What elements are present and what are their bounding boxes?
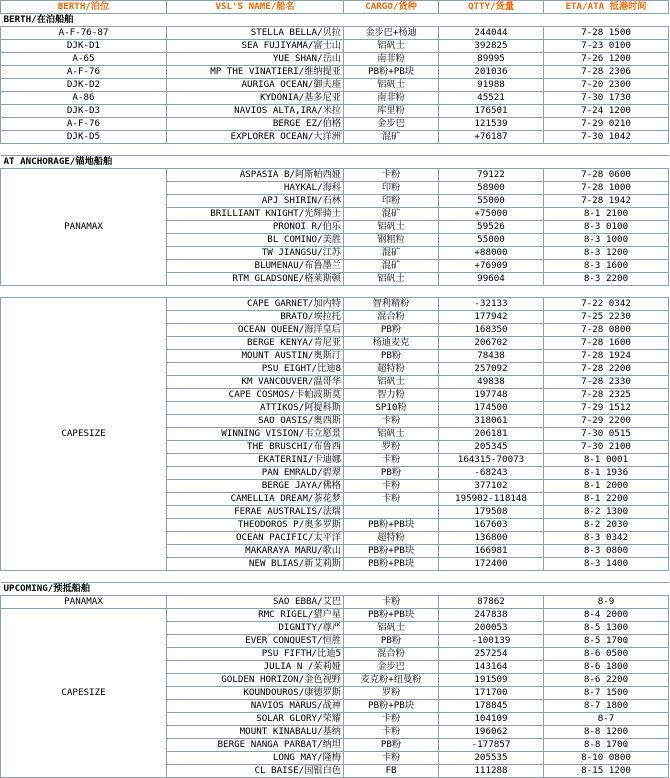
vessel-class-cell: PANAMAX bbox=[1, 596, 167, 609]
eta-cell: 7-25 2230 bbox=[544, 311, 669, 324]
quantity-cell: 201036 bbox=[439, 66, 544, 79]
table-row bbox=[1, 118, 669, 131]
vessel-name-cell: PSU FIFTH/比迪5 bbox=[167, 648, 344, 661]
quantity-cell: 164315-70073 bbox=[439, 454, 544, 467]
quantity-cell: 206181 bbox=[439, 428, 544, 441]
eta-cell: 8-5 1700 bbox=[544, 635, 669, 648]
eta-cell: 7-28 1942 bbox=[544, 195, 669, 208]
quantity-cell: 206702 bbox=[439, 337, 544, 350]
eta-cell: 7-28 1000 bbox=[544, 182, 669, 195]
header-cargo: CARGO/货种 bbox=[344, 1, 439, 14]
cargo-cell: FB bbox=[344, 765, 439, 778]
berth-cell: A-F-76 bbox=[1, 66, 167, 79]
vessel-name-cell: KYDONIA/基多尼亚 bbox=[167, 92, 344, 105]
vessel-name-cell: NAVIOS ALTA,IRA/米拉 bbox=[167, 105, 344, 118]
cargo-cell: PB粉 bbox=[344, 350, 439, 363]
vessel-name-cell: MAKARAYA MARU/歌山 bbox=[167, 545, 344, 558]
cargo-cell: PB粉 bbox=[344, 324, 439, 337]
cargo-cell: 卡粉 bbox=[344, 726, 439, 739]
vessel-name-cell: PAN EMRALD/碧翠 bbox=[167, 467, 344, 480]
table-row bbox=[1, 105, 669, 118]
quantity-cell: 91988 bbox=[439, 79, 544, 92]
quantity-cell: 197748 bbox=[439, 389, 544, 402]
eta-cell: 8-3 1600 bbox=[544, 260, 669, 273]
quantity-cell: 89995 bbox=[439, 53, 544, 66]
cargo-cell: 罗粉 bbox=[344, 687, 439, 700]
eta-cell: 7-20 2300 bbox=[544, 79, 669, 92]
eta-cell: 7-28 1600 bbox=[544, 337, 669, 350]
quantity-cell: 121539 bbox=[439, 118, 544, 131]
cargo-cell: 铝矾土 bbox=[344, 40, 439, 53]
quantity-cell: 99604 bbox=[439, 273, 544, 286]
cargo-cell: PB粉 bbox=[344, 467, 439, 480]
section-title-row bbox=[1, 14, 669, 27]
cargo-cell: 铝矾土 bbox=[344, 622, 439, 635]
vessel-name-cell: RTM GLADSONE/格莱斯顿 bbox=[167, 273, 344, 286]
eta-cell: 8-7 bbox=[544, 713, 669, 726]
cargo-cell: 金步巴 bbox=[344, 661, 439, 674]
quantity-cell: 244044 bbox=[439, 27, 544, 40]
quantity-cell: 257254 bbox=[439, 648, 544, 661]
eta-cell: 7-22 0342 bbox=[544, 298, 669, 311]
vessel-name-cell: EVER CONQUEST/恒胜 bbox=[167, 635, 344, 648]
cargo-cell: PB粉+PB块 bbox=[344, 545, 439, 558]
cargo-cell: PB粉+PB块 bbox=[344, 700, 439, 713]
eta-cell: 8-1 2100 bbox=[544, 208, 669, 221]
cargo-cell: PB粉+PB块 bbox=[344, 558, 439, 571]
spacer-row bbox=[1, 571, 669, 583]
quantity-cell: 45521 bbox=[439, 92, 544, 105]
quantity-cell: -177857 bbox=[439, 739, 544, 752]
section-title: BERTH/在泊船舶 bbox=[1, 14, 669, 27]
eta-cell: 8-8 1200 bbox=[544, 726, 669, 739]
vessel-name-cell: CAMELLIA DREAM/茶花梦 bbox=[167, 493, 344, 506]
eta-cell: 8-3 1400 bbox=[544, 558, 669, 571]
cargo-cell: 印粉 bbox=[344, 195, 439, 208]
cargo-cell: 混矿 bbox=[344, 247, 439, 260]
eta-cell: 7-30 2100 bbox=[544, 441, 669, 454]
quantity-cell: 195902-118148 bbox=[439, 493, 544, 506]
quantity-cell: 55000 bbox=[439, 234, 544, 247]
table-row bbox=[1, 92, 669, 105]
vessel-name-cell: EXPLORER OCEAN/大洋洲 bbox=[167, 131, 344, 144]
eta-cell: 8-2 1300 bbox=[544, 506, 669, 519]
berth-cell: DJK-D1 bbox=[1, 40, 167, 53]
cargo-cell: 金步巴+杨迪 bbox=[344, 27, 439, 40]
cargo-cell: PB粉+PB块 bbox=[344, 519, 439, 532]
vessel-name-cell: NAVIOS MARUS/战神 bbox=[167, 700, 344, 713]
vessel-name-cell: YUE SHAN/岳山 bbox=[167, 53, 344, 66]
eta-cell: 8-9 bbox=[544, 596, 669, 609]
quantity-cell: 174500 bbox=[439, 402, 544, 415]
vessel-name-cell: TW JIANGSU/江苏 bbox=[167, 247, 344, 260]
berth-cell: A-86 bbox=[1, 92, 167, 105]
eta-cell: 8-4 2000 bbox=[544, 609, 669, 622]
vessel-name-cell: CAPE COSMOS/卡帕波斯莫 bbox=[167, 389, 344, 402]
eta-cell: 7-28 2325 bbox=[544, 389, 669, 402]
berth-cell: DJK-D5 bbox=[1, 131, 167, 144]
eta-cell: 7-28 1500 bbox=[544, 27, 669, 40]
quantity-cell: 104109 bbox=[439, 713, 544, 726]
header-row bbox=[1, 1, 669, 14]
berth-cell: A-F-76 bbox=[1, 118, 167, 131]
cargo-cell: 智力粉 bbox=[344, 389, 439, 402]
eta-cell: 8-15 1200 bbox=[544, 765, 669, 778]
eta-cell: 7-28 2330 bbox=[544, 376, 669, 389]
quantity-cell: 318061 bbox=[439, 415, 544, 428]
quantity-cell: 178845 bbox=[439, 700, 544, 713]
quantity-cell: -32133 bbox=[439, 298, 544, 311]
header-berth: BERTH/泊位 bbox=[1, 1, 167, 14]
cargo-cell: 卡粉 bbox=[344, 752, 439, 765]
quantity-cell: +88000 bbox=[439, 247, 544, 260]
cargo-cell: 卡粉 bbox=[344, 713, 439, 726]
cargo-cell: 卡粉 bbox=[344, 480, 439, 493]
cargo-cell: 智利精粉 bbox=[344, 298, 439, 311]
vessel-name-cell: PSU EIGHT/比迪8 bbox=[167, 363, 344, 376]
quantity-cell: 205535 bbox=[439, 752, 544, 765]
quantity-cell: 171700 bbox=[439, 687, 544, 700]
vessel-name-cell: WINNING VISION/韦立愿景 bbox=[167, 428, 344, 441]
eta-cell: 8-5 1300 bbox=[544, 622, 669, 635]
section-title-row bbox=[1, 583, 669, 596]
cargo-cell: 麦克粉+纽曼粉 bbox=[344, 674, 439, 687]
vessel-name-cell: PRONOI R/伯乐 bbox=[167, 221, 344, 234]
vessel-name-cell: JULIA N /茱莉娅 bbox=[167, 661, 344, 674]
eta-cell: 7-28 2306 bbox=[544, 66, 669, 79]
quantity-cell: 49838 bbox=[439, 376, 544, 389]
eta-cell: 8-3 0342 bbox=[544, 532, 669, 545]
eta-cell: 8-7 1800 bbox=[544, 700, 669, 713]
vessel-name-cell: THEODOROS P/奥多罗斯 bbox=[167, 519, 344, 532]
vessel-name-cell: EKATERINI/卡迪娜 bbox=[167, 454, 344, 467]
eta-cell: 8-1 1936 bbox=[544, 467, 669, 480]
eta-cell: 7-23 0100 bbox=[544, 40, 669, 53]
eta-cell: 8-1 2200 bbox=[544, 493, 669, 506]
eta-cell: 8-6 2200 bbox=[544, 674, 669, 687]
vessel-name-cell: BERGE JAYA/佛格 bbox=[167, 480, 344, 493]
table-row bbox=[1, 131, 669, 144]
table-row bbox=[1, 596, 669, 609]
vessel-name-cell: BERGE NANGA PARBAT/纳坦 bbox=[167, 739, 344, 752]
spacer-cell bbox=[1, 571, 669, 583]
vessel-class-cell: CAPESIZE bbox=[1, 298, 167, 571]
quantity-cell: +76187 bbox=[439, 131, 544, 144]
cargo-cell: 金步巴 bbox=[344, 118, 439, 131]
cargo-cell: 罗粉 bbox=[344, 441, 439, 454]
table-row bbox=[1, 169, 669, 182]
quantity-cell: 111288 bbox=[439, 765, 544, 778]
vessel-class-cell: PANAMAX bbox=[1, 169, 167, 286]
quantity-cell: 176501 bbox=[439, 105, 544, 118]
quantity-cell: 143164 bbox=[439, 661, 544, 674]
eta-cell: 8-8 1700 bbox=[544, 739, 669, 752]
quantity-cell: 257092 bbox=[439, 363, 544, 376]
quantity-cell: 377102 bbox=[439, 480, 544, 493]
berth-cell: A-F-76-87 bbox=[1, 27, 167, 40]
cargo-cell: 杨迪麦克 bbox=[344, 337, 439, 350]
cargo-cell: PB粉+PB块 bbox=[344, 66, 439, 79]
vessel-name-cell: OCEAN QUEEN/海洋皇后 bbox=[167, 324, 344, 337]
vessel-name-cell: ASPASIA B/阿斯帕西娅 bbox=[167, 169, 344, 182]
cargo-cell: 南非粉 bbox=[344, 53, 439, 66]
quantity-cell: 172400 bbox=[439, 558, 544, 571]
eta-cell: 8-6 1800 bbox=[544, 661, 669, 674]
quantity-cell: +75000 bbox=[439, 208, 544, 221]
cargo-cell: 南非粉 bbox=[344, 92, 439, 105]
vessel-name-cell: HAYKAL/海科 bbox=[167, 182, 344, 195]
quantity-cell: 58900 bbox=[439, 182, 544, 195]
cargo-cell: 混合粉 bbox=[344, 311, 439, 324]
vessel-name-cell: MOUNT AUSTIN/奥斯汀 bbox=[167, 350, 344, 363]
table-row bbox=[1, 66, 669, 79]
quantity-cell: 191509 bbox=[439, 674, 544, 687]
quantity-cell: 200053 bbox=[439, 622, 544, 635]
cargo-cell: PB粉 bbox=[344, 739, 439, 752]
cargo-cell: 铝矾土 bbox=[344, 376, 439, 389]
vessel-name-cell: BERGE EZ/伯格 bbox=[167, 118, 344, 131]
vessel-name-cell: BRILLIANT KNIGHT/光辉骑士 bbox=[167, 208, 344, 221]
berth-cell: DJK-D2 bbox=[1, 79, 167, 92]
quantity-cell: 136800 bbox=[439, 532, 544, 545]
quantity-cell: 59526 bbox=[439, 221, 544, 234]
vessel-name-cell: DIGNITY/尊严 bbox=[167, 622, 344, 635]
vessel-name-cell: SOLAR GLORY/荣耀 bbox=[167, 713, 344, 726]
eta-cell: 8-1 2000 bbox=[544, 480, 669, 493]
cargo-cell: 铝矾土 bbox=[344, 428, 439, 441]
spacer-row bbox=[1, 286, 669, 298]
vessel-name-cell: GOLDEN HORIZON/金色视野 bbox=[167, 674, 344, 687]
quantity-cell: 196062 bbox=[439, 726, 544, 739]
eta-cell: 8-3 0100 bbox=[544, 221, 669, 234]
section-title-row bbox=[1, 156, 669, 169]
cargo-cell: 卡粉 bbox=[344, 454, 439, 467]
vessel-name-cell: SAO EBBA/艾巴 bbox=[167, 596, 344, 609]
berth-cell: A-65 bbox=[1, 53, 167, 66]
quantity-cell: 205345 bbox=[439, 441, 544, 454]
cargo-cell: 卡粉 bbox=[344, 415, 439, 428]
section-title: AT ANCHORAGE/锚地船舶 bbox=[1, 156, 669, 169]
vessel-name-cell: BL COMINO/美胜 bbox=[167, 234, 344, 247]
eta-cell: 7-28 0800 bbox=[544, 324, 669, 337]
eta-cell: 8-10 0800 bbox=[544, 752, 669, 765]
eta-cell: 7-24 1200 bbox=[544, 105, 669, 118]
cargo-cell: 卡粉 bbox=[344, 493, 439, 506]
vessel-name-cell: FERAE AUSTRALIS/法瑞 bbox=[167, 506, 344, 519]
eta-cell: 8-1 0001 bbox=[544, 454, 669, 467]
cargo-cell: PB粉+PB块 bbox=[344, 609, 439, 622]
vessel-name-cell: MOUNT KINABALU/基纳 bbox=[167, 726, 344, 739]
vessel-name-cell: STELLA BELLA/贝拉 bbox=[167, 27, 344, 40]
eta-cell: 8-7 1500 bbox=[544, 687, 669, 700]
cargo-cell: 卡粉 bbox=[344, 596, 439, 609]
table-row bbox=[1, 40, 669, 53]
cargo-cell: 铝矾土 bbox=[344, 221, 439, 234]
cargo-cell: 卡粉 bbox=[344, 169, 439, 182]
eta-cell: 7-28 2200 bbox=[544, 363, 669, 376]
berth-cell: DJK-D3 bbox=[1, 105, 167, 118]
cargo-cell: 印粉 bbox=[344, 182, 439, 195]
vessel-class-cell: CAPESIZE bbox=[1, 609, 167, 778]
vessel-name-cell: THE BRUSCHI/布鲁西 bbox=[167, 441, 344, 454]
eta-cell: 7-30 1042 bbox=[544, 131, 669, 144]
quantity-cell: 166981 bbox=[439, 545, 544, 558]
eta-cell: 7-29 1512 bbox=[544, 402, 669, 415]
quantity-cell: 392825 bbox=[439, 40, 544, 53]
vessel-name-cell: ATTIKOS/阿提科斯 bbox=[167, 402, 344, 415]
vessel-name-cell: OCEAN PACIFIC/太平洋 bbox=[167, 532, 344, 545]
vessel-name-cell: BERGE KENYA/肯尼亚 bbox=[167, 337, 344, 350]
vessel-name-cell: KOUNDOUROS/康德罗斯 bbox=[167, 687, 344, 700]
eta-cell: 7-28 0600 bbox=[544, 169, 669, 182]
section-title: UPCOMING/预抵船舶 bbox=[1, 583, 669, 596]
eta-cell: 8-2 2030 bbox=[544, 519, 669, 532]
quantity-cell: -100139 bbox=[439, 635, 544, 648]
quantity-cell: 179508 bbox=[439, 506, 544, 519]
cargo-cell: PB粉 bbox=[344, 635, 439, 648]
spacer-cell bbox=[1, 286, 669, 298]
cargo-cell: 钢粗粒 bbox=[344, 234, 439, 247]
vessel-name-cell: APJ SHIRIN/石林 bbox=[167, 195, 344, 208]
quantity-cell: 167603 bbox=[439, 519, 544, 532]
cargo-cell: SP10粉 bbox=[344, 402, 439, 415]
vessel-name-cell: AURIGA OCEAN/御夫座 bbox=[167, 79, 344, 92]
header-quantity: QTTY/货量 bbox=[439, 1, 544, 14]
quantity-cell: 177942 bbox=[439, 311, 544, 324]
eta-cell: 7-30 1730 bbox=[544, 92, 669, 105]
eta-cell: 8-6 0500 bbox=[544, 648, 669, 661]
cargo-cell: 混合粉 bbox=[344, 648, 439, 661]
eta-cell: 8-3 1200 bbox=[544, 247, 669, 260]
vessel-name-cell: MP THE VINATIERI/维纳提亚 bbox=[167, 66, 344, 79]
quantity-cell: 168350 bbox=[439, 324, 544, 337]
cargo-cell: 库里粉 bbox=[344, 105, 439, 118]
eta-cell: 7-30 0515 bbox=[544, 428, 669, 441]
quantity-cell: +76909 bbox=[439, 260, 544, 273]
eta-cell: 8-3 2200 bbox=[544, 273, 669, 286]
eta-cell: 8-3 1000 bbox=[544, 234, 669, 247]
vessel-name-cell: BRATO/埃拉托 bbox=[167, 311, 344, 324]
eta-cell: 7-29 2200 bbox=[544, 415, 669, 428]
vessel-name-cell: RMC RIGEL/猎户星 bbox=[167, 609, 344, 622]
cargo-cell: 超特粉 bbox=[344, 532, 439, 545]
cargo-cell: 混矿 bbox=[344, 131, 439, 144]
cargo-cell: 铝矾土 bbox=[344, 79, 439, 92]
vessel-name-cell: SEA FUJIYAMA/富士山 bbox=[167, 40, 344, 53]
eta-cell: 8-3 0800 bbox=[544, 545, 669, 558]
vessel-name-cell: CAPE GARNET/加内特 bbox=[167, 298, 344, 311]
eta-cell: 7-29 0210 bbox=[544, 118, 669, 131]
vessel-name-cell: CL BAISE/国银白色 bbox=[167, 765, 344, 778]
eta-cell: 7-28 1924 bbox=[544, 350, 669, 363]
cargo-cell: 超特粉 bbox=[344, 363, 439, 376]
quantity-cell: 247838 bbox=[439, 609, 544, 622]
header-vessel-name: VSL'S NAME/船名 bbox=[167, 1, 344, 14]
eta-cell: 7-26 1200 bbox=[544, 53, 669, 66]
cargo-cell: 混矿 bbox=[344, 260, 439, 273]
table-row bbox=[1, 79, 669, 92]
cargo-cell: 混矿 bbox=[344, 208, 439, 221]
quantity-cell: 55000 bbox=[439, 195, 544, 208]
cargo-cell: 铝矾土 bbox=[344, 273, 439, 286]
vessel-name-cell: SAO OASIS/奥西斯 bbox=[167, 415, 344, 428]
vessel-name-cell: KM VANCOUVER/温哥华 bbox=[167, 376, 344, 389]
table-row bbox=[1, 298, 669, 311]
table-row bbox=[1, 609, 669, 622]
table-row bbox=[1, 27, 669, 40]
spacer-cell bbox=[1, 144, 669, 156]
header-eta: ETA/ATA 抵港时间 bbox=[544, 1, 669, 14]
spacer-row bbox=[1, 144, 669, 156]
quantity-cell: 87862 bbox=[439, 596, 544, 609]
vessel-name-cell: LONG MAY/隆梅 bbox=[167, 752, 344, 765]
quantity-cell: 79122 bbox=[439, 169, 544, 182]
vessel-name-cell: BLUMENAU/布鲁墨兰 bbox=[167, 260, 344, 273]
quantity-cell: -68243 bbox=[439, 467, 544, 480]
quantity-cell: 78438 bbox=[439, 350, 544, 363]
cargo-cell bbox=[344, 506, 439, 519]
table-row bbox=[1, 53, 669, 66]
vessel-name-cell: NEW BLIAS/新艾莉斯 bbox=[167, 558, 344, 571]
